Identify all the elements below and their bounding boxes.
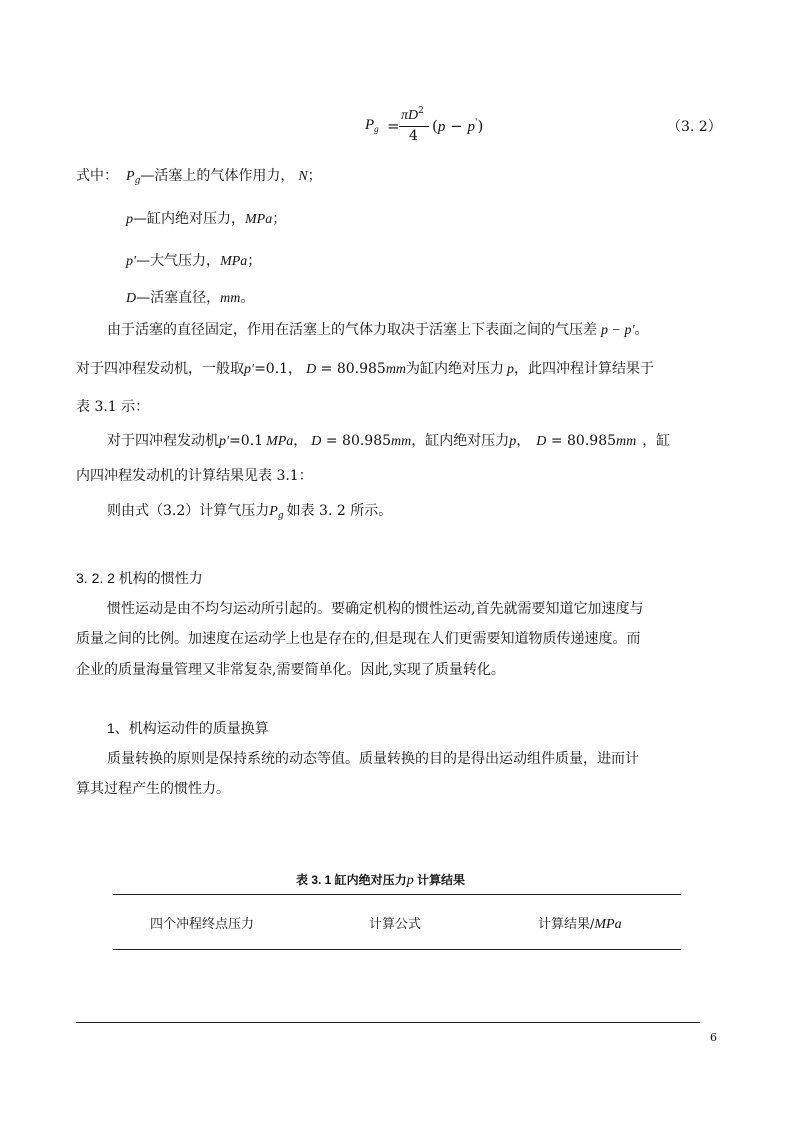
section-para-line1: 惯性运动是由不均匀运动所引起的。要确定机构的惯性运动,首先就需要知道它加速度与 bbox=[107, 601, 644, 617]
para2-line2: 内四冲程发动机的计算结果见表 3.1： bbox=[76, 468, 313, 484]
subsection-para-line2: 算其过程产生的惯性力。 bbox=[76, 781, 230, 797]
section-heading: 3. 2. 2 机构的惯性力 bbox=[76, 570, 203, 586]
definition-d: D—活塞直径，mm。 bbox=[126, 290, 255, 306]
table-top-rule bbox=[113, 894, 681, 895]
definition-pg: 式中： $P_g—$活塞上的气体作用力， N； bbox=[76, 168, 322, 186]
eq-lhs: $P_g$ bbox=[365, 117, 379, 134]
eq-equals: = bbox=[387, 117, 400, 135]
para1-line1: 由于活塞的直径固定，作用在活塞上的气体力取决于活塞上下表面之间的气压差 p − p′。 bbox=[107, 322, 649, 338]
para2-line1: 对于四冲程发动机p′=0.1 MPa， D = 80.985mm，缸内绝对压力p， D = 80.985mm ，缸 bbox=[107, 433, 671, 449]
eq-paren-expr: (p − p') bbox=[432, 117, 484, 135]
definition-p-prime: p′—大气压力，MPa； bbox=[126, 253, 262, 269]
section-para-line3: 企业的质量海量管理又非常复杂,需要简单化。因此,实现了质量转化。 bbox=[76, 662, 505, 678]
para1-line2: 对于四冲程发动机，一般取p′=0.1， D = 80.985mm为缸内绝对压力 p，此四冲程计算结果于 bbox=[76, 361, 655, 377]
eq-numerator: $\pi D^2$ bbox=[401, 106, 424, 123]
table-header-cell: 计算结果/MPa bbox=[538, 917, 622, 932]
eq-number: （3. 2） bbox=[667, 119, 722, 135]
eq-denominator: 4 bbox=[409, 128, 418, 144]
subsection-para-line1: 质量转换的原则是保持系统的动态等值。质量转换的目的是得出运动组件质量，进而计 bbox=[107, 751, 639, 767]
table-caption: 表 3. 1 缸内绝对压力p 计算结果 bbox=[296, 873, 466, 888]
table-header-cell: 四个冲程终点压力 bbox=[150, 917, 255, 932]
section-para-line2: 质量之间的比例。加速度在运动学上也是存在的,但是现在人们更需要知道物质传递速度。而 bbox=[76, 631, 641, 647]
table-header-cell: 计算公式 bbox=[369, 917, 422, 932]
eq-fraction-bar bbox=[399, 126, 429, 127]
subsection-heading: 1、机构运动件的质量换算 bbox=[107, 720, 269, 736]
page-number: 6 bbox=[710, 1031, 717, 1044]
footer-rule bbox=[76, 1022, 700, 1023]
para1-line3: 表 3.1 示： bbox=[76, 399, 150, 415]
table-header-rule bbox=[113, 949, 681, 950]
definition-p: p—缸内绝对压力，MPa； bbox=[126, 211, 287, 227]
paragraph-gas-force: 则由式（3.2）计算气压力$P_g$ 如表 3. 2 所示。 bbox=[107, 503, 393, 521]
